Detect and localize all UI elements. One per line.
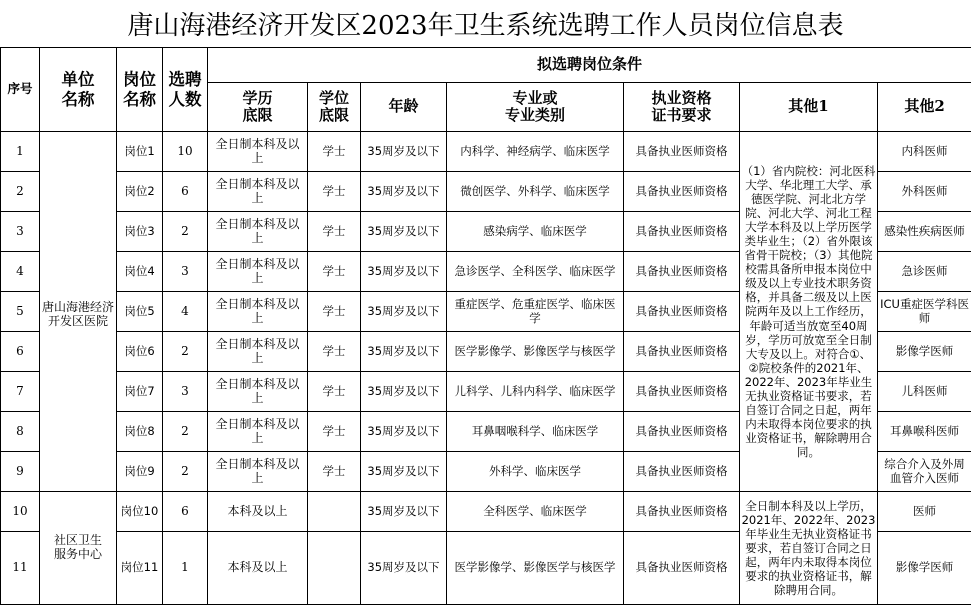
cell-edu: 全日制本科及以上 xyxy=(208,132,308,172)
cell-edu: 全日制本科及以上 xyxy=(208,172,308,212)
cell-seq: 4 xyxy=(1,252,40,292)
cell-post: 岗位3 xyxy=(117,212,163,252)
cell-other2: 感染性疾病医师 xyxy=(878,212,971,252)
cell-count: 1 xyxy=(163,532,208,605)
cell-other1: （1）省内院校：河北医科大学、华北理工大学、承德医学院、河北北方学院、河北大学、河北工程大学本科及以上学历医学类毕业生；（2）省外限该省骨干院校；（3）其他院校需具备所申报本岗位中级及以上专业技术职务资格，并具备二级及以上医院两年及以上工作经历，年龄可适当放宽至40周岁，学历可放宽至全日制大专及以上。对符合①、②院校条件的2021年、2022年、2023年毕业生无执业资格证书要求，若自签订合同之日起，两年内未取得本岗位要求的执业资格证书，解除聘用合同。 xyxy=(740,132,878,492)
cell-edu: 全日制本科及以上 xyxy=(208,252,308,292)
cell-cert: 具备执业医师资格 xyxy=(624,172,740,212)
cell-other2: 耳鼻喉科医师 xyxy=(878,412,971,452)
cell-major: 微创医学、外科学、临床医学 xyxy=(447,172,624,212)
cell-count: 2 xyxy=(163,332,208,372)
cell-degree: 学士 xyxy=(308,132,361,172)
cell-major: 耳鼻咽喉科学、临床医学 xyxy=(447,412,624,452)
cell-major: 儿科学、儿科内科学、临床医学 xyxy=(447,372,624,412)
cell-cert: 具备执业医师资格 xyxy=(624,452,740,492)
cell-major: 外科学、临床医学 xyxy=(447,452,624,492)
cell-major: 内科学、神经病学、临床医学 xyxy=(447,132,624,172)
cell-degree xyxy=(308,492,361,532)
cell-age: 35周岁及以下 xyxy=(361,172,447,212)
cell-post: 岗位1 xyxy=(117,132,163,172)
cell-edu: 全日制本科及以上 xyxy=(208,372,308,412)
header-other2: 其他2 xyxy=(878,83,971,132)
cell-seq: 6 xyxy=(1,332,40,372)
page-title: 唐山海港经济开发区2023年卫生系统选聘工作人员岗位信息表 xyxy=(127,11,844,41)
cell-degree: 学士 xyxy=(308,172,361,212)
cell-cert: 具备执业医师资格 xyxy=(624,212,740,252)
cell-post: 岗位8 xyxy=(117,412,163,452)
cell-other2: 外科医师 xyxy=(878,172,971,212)
cell-seq: 2 xyxy=(1,172,40,212)
header-other1: 其他1 xyxy=(740,83,878,132)
cell-seq: 3 xyxy=(1,212,40,252)
cell-major: 医学影像学、影像医学与核医学 xyxy=(447,532,624,605)
header-count: 选聘 人数 xyxy=(163,48,208,132)
cell-post: 岗位7 xyxy=(117,372,163,412)
cell-other2: 医师 xyxy=(878,492,971,532)
cell-count: 4 xyxy=(163,292,208,332)
cell-age: 35周岁及以下 xyxy=(361,492,447,532)
cell-age: 35周岁及以下 xyxy=(361,532,447,605)
cell-seq: 7 xyxy=(1,372,40,412)
cell-major: 重症医学、危重症医学、临床医学 xyxy=(447,292,624,332)
position-info-table xyxy=(0,47,971,605)
cell-degree: 学士 xyxy=(308,252,361,292)
cell-count: 2 xyxy=(163,412,208,452)
cell-edu: 全日制本科及以上 xyxy=(208,292,308,332)
cell-post: 岗位5 xyxy=(117,292,163,332)
header-seq: 序号 xyxy=(1,48,40,132)
cell-edu: 全日制本科及以上 xyxy=(208,332,308,372)
cell-edu: 全日制本科及以上 xyxy=(208,412,308,452)
cell-other2: 儿科医师 xyxy=(878,372,971,412)
cell-cert: 具备执业医师资格 xyxy=(624,492,740,532)
cell-post: 岗位4 xyxy=(117,252,163,292)
cell-degree: 学士 xyxy=(308,332,361,372)
header-unit: 单位 名称 xyxy=(40,48,117,132)
cell-other2: 内科医师 xyxy=(878,132,971,172)
cell-post: 岗位11 xyxy=(117,532,163,605)
cell-seq: 8 xyxy=(1,412,40,452)
header-major: 专业或 专业类别 xyxy=(447,83,624,132)
cell-cert: 具备执业医师资格 xyxy=(624,412,740,452)
cell-age: 35周岁及以下 xyxy=(361,372,447,412)
cell-major: 急诊医学、全科医学、临床医学 xyxy=(447,252,624,292)
cell-age: 35周岁及以下 xyxy=(361,292,447,332)
cell-cert: 具备执业医师资格 xyxy=(624,252,740,292)
cell-cert: 具备执业医师资格 xyxy=(624,332,740,372)
header-edu: 学历 底限 xyxy=(208,83,308,132)
cell-other2: 综合介入及外周血管介入医师 xyxy=(878,452,971,492)
cell-edu: 本科及以上 xyxy=(208,492,308,532)
cell-other2: 影像学医师 xyxy=(878,332,971,372)
cell-edu: 全日制本科及以上 xyxy=(208,452,308,492)
cell-count: 2 xyxy=(163,212,208,252)
cell-count: 6 xyxy=(163,492,208,532)
header-conditions: 拟选聘岗位条件 xyxy=(208,48,971,83)
cell-cert: 具备执业医师资格 xyxy=(624,372,740,412)
cell-seq: 11 xyxy=(1,532,40,605)
cell-cert: 具备执业医师资格 xyxy=(624,292,740,332)
cell-age: 35周岁及以下 xyxy=(361,332,447,372)
table-row xyxy=(1,492,971,532)
cell-age: 35周岁及以下 xyxy=(361,252,447,292)
cell-seq: 1 xyxy=(1,132,40,172)
cell-age: 35周岁及以下 xyxy=(361,212,447,252)
cell-other1: 全日制本科及以上学历，2021年、2022年、2023年毕业生无执业资格证书要求，若自签订合同之日起，两年内未取得本岗位要求的执业资格证书，解除聘用合同。 xyxy=(740,492,878,605)
cell-post: 岗位9 xyxy=(117,452,163,492)
cell-major: 全科医学、临床医学 xyxy=(447,492,624,532)
cell-age: 35周岁及以下 xyxy=(361,132,447,172)
cell-other2: 影像学医师 xyxy=(878,532,971,605)
cell-edu: 全日制本科及以上 xyxy=(208,212,308,252)
cell-count: 3 xyxy=(163,252,208,292)
cell-seq: 9 xyxy=(1,452,40,492)
cell-other2: ICU重症医学科医师 xyxy=(878,292,971,332)
cell-degree: 学士 xyxy=(308,372,361,412)
cell-age: 35周岁及以下 xyxy=(361,412,447,452)
cell-degree: 学士 xyxy=(308,412,361,452)
cell-unit: 社区卫生 服务中心 xyxy=(40,492,117,605)
cell-unit: 唐山海港经济 开发区医院 xyxy=(40,132,117,492)
header-post: 岗位 名称 xyxy=(117,48,163,132)
cell-seq: 5 xyxy=(1,292,40,332)
cell-edu: 本科及以上 xyxy=(208,532,308,605)
cell-count: 6 xyxy=(163,172,208,212)
header-age: 年龄 xyxy=(361,83,447,132)
cell-age: 35周岁及以下 xyxy=(361,452,447,492)
cell-seq: 10 xyxy=(1,492,40,532)
cell-degree: 学士 xyxy=(308,212,361,252)
cell-degree: 学士 xyxy=(308,292,361,332)
cell-degree: 学士 xyxy=(308,452,361,492)
cell-major: 感染病学、临床医学 xyxy=(447,212,624,252)
cell-count: 3 xyxy=(163,372,208,412)
cell-post: 岗位10 xyxy=(117,492,163,532)
cell-cert: 具备执业医师资格 xyxy=(624,532,740,605)
header-degree: 学位 底限 xyxy=(308,83,361,132)
header-cert: 执业资格 证书要求 xyxy=(624,83,740,132)
cell-other2: 急诊医师 xyxy=(878,252,971,292)
cell-major: 医学影像学、影像医学与核医学 xyxy=(447,332,624,372)
cell-degree xyxy=(308,532,361,605)
table-row xyxy=(1,132,971,172)
cell-count: 10 xyxy=(163,132,208,172)
cell-cert: 具备执业医师资格 xyxy=(624,132,740,172)
cell-count: 2 xyxy=(163,452,208,492)
cell-post: 岗位6 xyxy=(117,332,163,372)
cell-post: 岗位2 xyxy=(117,172,163,212)
